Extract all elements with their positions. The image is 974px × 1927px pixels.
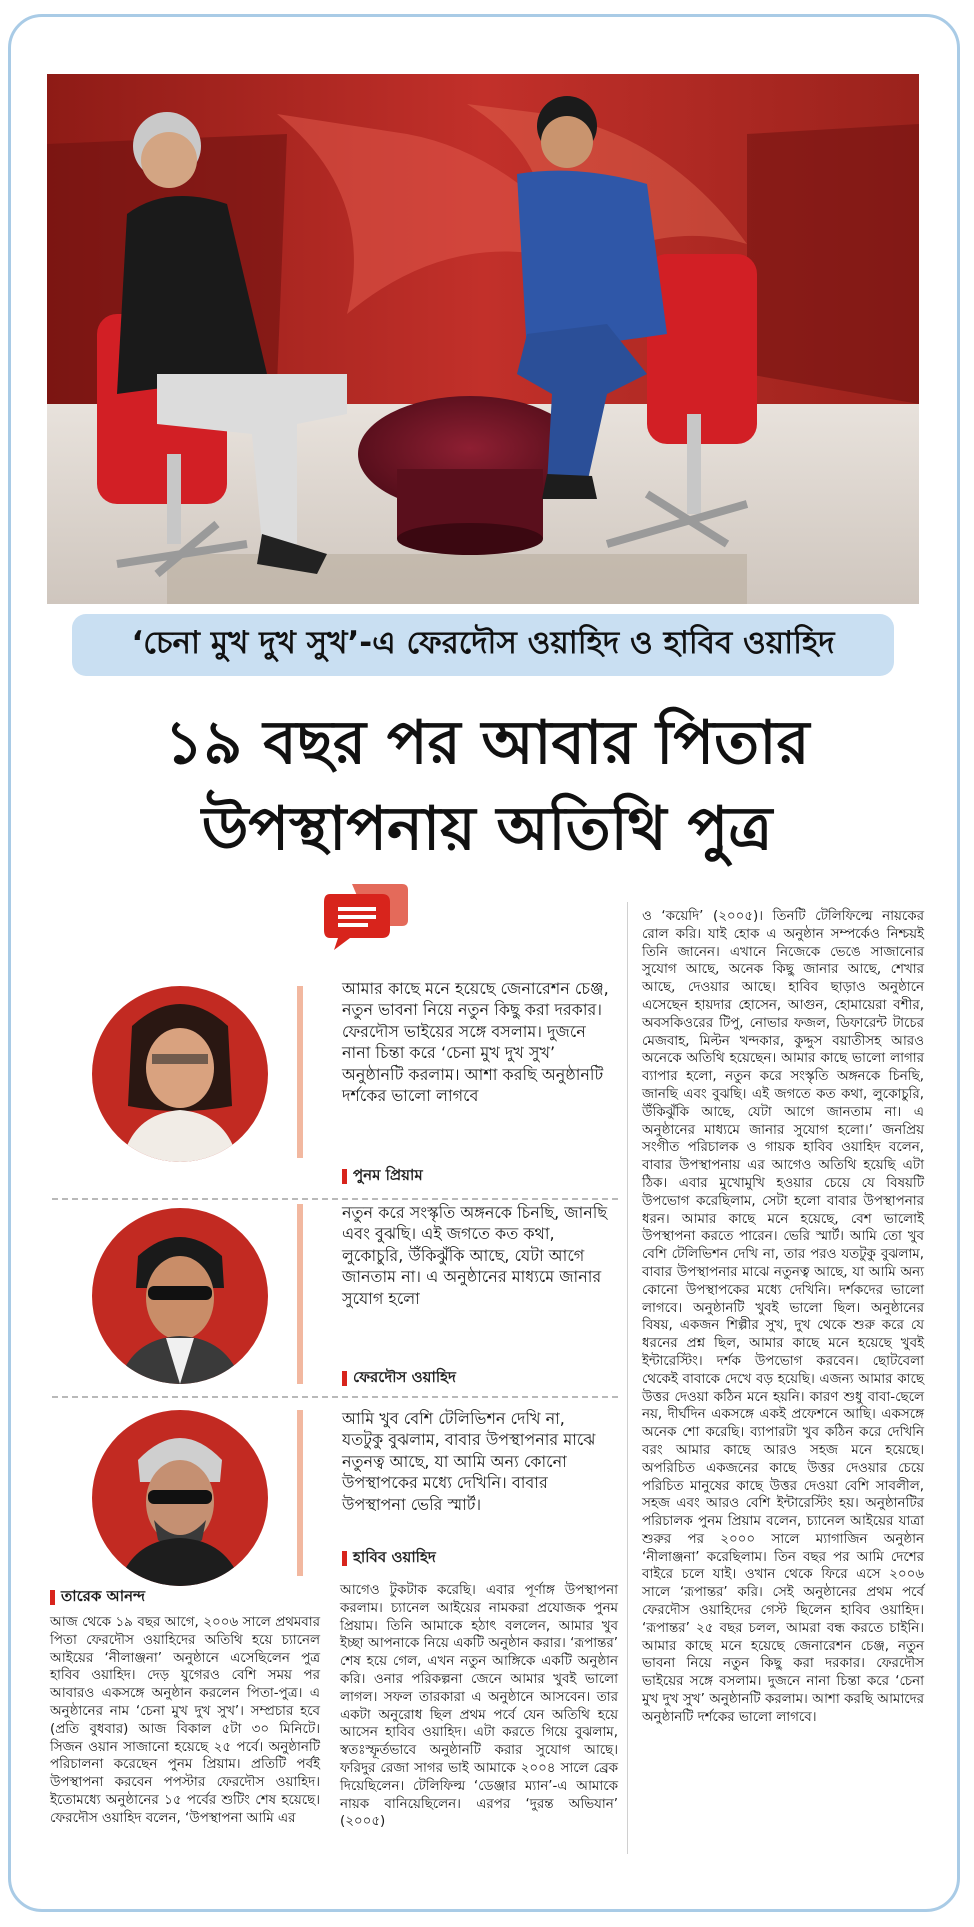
byline bbox=[50, 1585, 145, 1610]
headline-line-1: ১৯ বছর পর আবার পিতার bbox=[164, 708, 810, 778]
red-mark bbox=[342, 1169, 347, 1184]
headline-line-2: উপস্থাপনায় অতিথি পুত্র bbox=[201, 794, 773, 864]
headline bbox=[40, 700, 934, 872]
quote-name-punom bbox=[342, 1164, 423, 1189]
quote-name-ferdous bbox=[342, 1366, 456, 1391]
divider bbox=[52, 1396, 618, 1398]
quote-author: পুনম প্রিয়াম bbox=[353, 1166, 423, 1184]
main-photo bbox=[47, 74, 919, 604]
avatar-ferdous-wahid bbox=[92, 1208, 268, 1384]
quote-text-punom: আমার কাছে মনে হয়েছে জেনারেশন চেঞ্জ, নতুন ভাবনা নিয়ে নতুন কিছু করা দরকার। ফেরদৌস ভাইয়ের সঙ্গে বসলাম। দুজনে নানা চিন্তা করে ‘চেনা মুখ দুখ সুখ’ অনুষ্ঠানটি করলাম। আশা করছি অনুষ্ঠানটি দর্শকের ভালো লাগবে bbox=[342, 979, 609, 1106]
body-column-1: আজ থেকে ১৯ বছর আগে, ২০০৬ সালে প্রথমবার পিতা ফেরদৌস ওয়াহিদের অতিথি হয়ে চ্যানেল আইয়ের ‘নীলাঞ্জনা’ অনুষ্ঠানে এসেছিলেন পুত্র হাবিব ওয়াহিদ। দেড় যুগেরও বেশি সময় পর আবারও একসঙ্গে অনুষ্ঠান করলেন পিতা-পুত্র। এ অনুষ্ঠানের নাম ‘চেনা মুখ দুখ সুখ’। সম্প্রচার হবে (প্রতি বুধবার) আজ বিকাল ৫টা ৩০ মিনিটে। সিজন ওয়ান সাজানো হয়েছে ২৫ পর্বে। অনুষ্ঠানটি পরিচালনা করেছেন পুনম প্রিয়াম। প্রতিটি পর্বই উপস্থাপনা করবেন পপস্টার ফেরদৌস ওয়াহিদ। ইতোমধ্যে অনুষ্ঠানের ১৫ পর্বের শুটিং শেষ হয়েছে। ফেরদৌস ওয়াহিদ বলেন, ‘উপস্থাপনা আমি এর bbox=[50, 1615, 320, 1826]
column-rule bbox=[627, 902, 628, 1854]
quote-bar bbox=[297, 1204, 303, 1384]
quote-author: ফেরদৌস ওয়াহিদ bbox=[353, 1368, 456, 1386]
quote-bar bbox=[297, 986, 303, 1158]
red-mark bbox=[342, 1551, 347, 1566]
quote-text-ferdous: নতুন করে সংস্কৃতি অঙ্গনকে চিনছি, জানছি এবং বুঝছি। এই জগতে কত কথা, লুকোচুরি, উঁকিঝুঁকি আছে, যেটা আগে জানতাম না। এ অনুষ্ঠানের মাধ্যমে জানার সুযোগ হলো bbox=[342, 1203, 608, 1308]
speech-bubble-icon bbox=[322, 880, 410, 956]
body-column-3: ও ‘কয়েদি’ (২০০৫)। তিনটি টেলিফিল্মে নায়কের রোল করি। যাই হোক এ অনুষ্ঠান সম্পর্কেও নিশ্চয়ই তিনি জানেন। এখানে নিজেকে ভেঙে সাজানোর সুযোগ আছে, অনেক কিছু জানার আছে, শেখার আছে, দেওয়ার আছে। হাবিব ছাড়াও অনুষ্ঠানে এসেছেন হায়দার হোসেন, আগুন, হোমায়েরা বশীর, অবসকিওরের টিপু, নোভার ফজল, ডিফারেন্ট টাচের মেজবাহ, মিল্টন খন্দকার, কুদ্দুস বয়াতীসহ আরও অনেকে অতিথি হয়েছেন। আমার কাছে ভালো লাগার ব্যাপার হলো, নতুন করে সংস্কৃতি অঙ্গনকে চিনছি, জানছি এবং বুঝছি। এই জগতে কত কথা, লুকোচুরি, উঁকিঝুঁকি আছে, যেটা আগে জানতাম না। এ অনুষ্ঠানের মাধ্যমে জানার সুযোগ হলো।’ জনপ্রিয় সংগীত পরিচালক ও গায়ক হাবিব ওয়াহিদ বলেন, বাবার উপস্থাপনায় এর আগেও অতিথি হয়েছি এটা ঠিক। এবার মুখোমুখি হওয়ার চেয়ে যে বিষয়টি উপভোগ করেছিলাম, সেটা হলো বাবার উপস্থাপনার ধরন। আমার কাছে মনে হয়েছে, বেশ ভালোই উপস্থাপনা করতে পারেন। ভেরি স্মার্ট। আমি তো খুব বেশি টেলিভিশন দেখি না, তার পরও যতটুকু বুঝলাম, বাবার উপস্থাপনার মাঝে নতুনত্ব আছে, যা আমি অন্য কোনো উপস্থাপকের মধ্যে দেখিনি। দর্শকদের ভালো লাগবে। অনুষ্ঠানটি খুবই ভালো ছিল। অনুষ্ঠানের বিষয়, একজন শিল্পীর সুখ, দুখ থেকে শুরু করে যে ধরনের প্রশ্ন ছিল, আমার কাছে মনে হয়েছে খুবই ইন্টারেস্টিং। দর্শক উপভোগ করবেন। ছোটবেলা থেকেই বাবাকে দেখে বড় হয়েছি। এজন্য আমার কাছে উত্তর দেওয়া কঠিন মনে হয়নি। কারণ শুধু বাবা-ছেলে নয়, দীর্ঘদিন একসঙ্গে একই প্রফেশনে আছি। একসঙ্গে অনেক শো করেছি। ব্যাপারটা খুব কঠিন করে দেখিনি বরং আমার কাছে আরও সহজ মনে হয়েছে। অপরিচিত একজনের কাছে উত্তর দেওয়ার চেয়ে পরিচিত মানুষের কাছে উত্তর দেওয়া বেশি সাবলীল, সহজ এবং আরও বেশি ইন্টারেস্টিং হয়। অনুষ্ঠানটির পরিচালক পুনম প্রিয়াম বলেন, চ্যানেল আইয়ের যাত্রা শুরুর পর ২০০০ সালে ম্যাগাজিন অনুষ্ঠান ‘নীলাঞ্জনা’ করেছিলাম। তিন বছর পর আমি দেশের বাইরে চলে যাই। ওখান থেকে ফিরে এসে ২০০৬ সালে ‘রূপান্তর’ করি। সেই অনুষ্ঠানের প্রথম পর্বে ফেরদৌস ওয়াহিদের গেস্ট ছিলেন হাবিব ওয়াহিদ। ‘রূপান্তর’ ২৫ বছর চলল, আমরা বন্ধ করতে চাইনি। আমার কাছে মনে হয়েছে জেনারেশন চেঞ্জ, নতুন ভাবনা নিয়ে নতুন কিছু করা দরকার। ফেরদৌস ভাইয়ের সঙ্গে বসলাম। দুজনে নানা চিন্তা করে ‘চেনা মুখ দুখ সুখ’ অনুষ্ঠানটি করলাম। আশা করছি আমাদের অনুষ্ঠানটি দর্শকের ভালো লাগবে। bbox=[642, 909, 924, 1725]
quote-text-habib: আমি খুব বেশি টেলিভিশন দেখি না, যতটুকু বুঝলাম, বাবার উপস্থাপনার মাঝে নতুনত্ব আছে, যা আমি অন্য কোনো উপস্থাপকের মধ্যে দেখিনি। বাবার উপস্থাপনা ভেরি স্মার্ট। bbox=[342, 1409, 596, 1514]
red-mark bbox=[342, 1371, 347, 1386]
red-mark bbox=[50, 1590, 55, 1605]
byline-author: তারেক আনন্দ bbox=[61, 1587, 146, 1605]
avatar-punom-priyam bbox=[92, 986, 268, 1162]
photo-caption: ‘চেনা মুখ দুখ সুখ’-এ ফেরদৌস ওয়াহিদ ও হাবিব ওয়াহিদ bbox=[72, 614, 894, 676]
body-column-2: আগেও টুকটাক করেছি। এবার পূর্ণাঙ্গ উপস্থাপনা করলাম। চ্যানেল আইয়ের নামকরা প্রযোজক পুনম প্রিয়াম। তিনি আমাকে হঠাৎ বললেন, আমার খুব ইচ্ছা আপনাকে নিয়ে একটি অনুষ্ঠান করার। ‘রূপান্তর’ শেষ হয়ে গেল, এখন নতুন আঙ্গিকে একটি অনুষ্ঠান করি। ওনার পরিকল্পনা জেনে আমার খুবই ভালো লাগল। সফল তারকারা এ অনুষ্ঠানে আসবেন। তার একটা অনুরোধ ছিল প্রথম পর্বে যেন অতিথি হয়ে আসেন হাবিব ওয়াহিদ। এটা করতে গিয়ে বুঝলাম, স্বতঃস্ফূর্তভাবে অনুষ্ঠানটি করার সুযোগ আছে। ফরিদুর রেজা সাগর ভাই আমাকে ২০০৪ সালে ব্রেক দিয়েছিলেন। টেলিফিল্ম ‘ডেঞ্জার ম্যান’-এ আমাকে নায়ক বানিয়েছিলেন। এরপর ‘দুরন্ত অভিযান’ (২০০৫) bbox=[340, 1583, 618, 1830]
avatar-habib-wahid bbox=[92, 1410, 268, 1586]
quote-bar bbox=[297, 1410, 303, 1576]
divider bbox=[52, 1198, 618, 1200]
quote-author: হাবিব ওয়াহিদ bbox=[353, 1548, 436, 1566]
quote-name-habib bbox=[342, 1546, 436, 1571]
